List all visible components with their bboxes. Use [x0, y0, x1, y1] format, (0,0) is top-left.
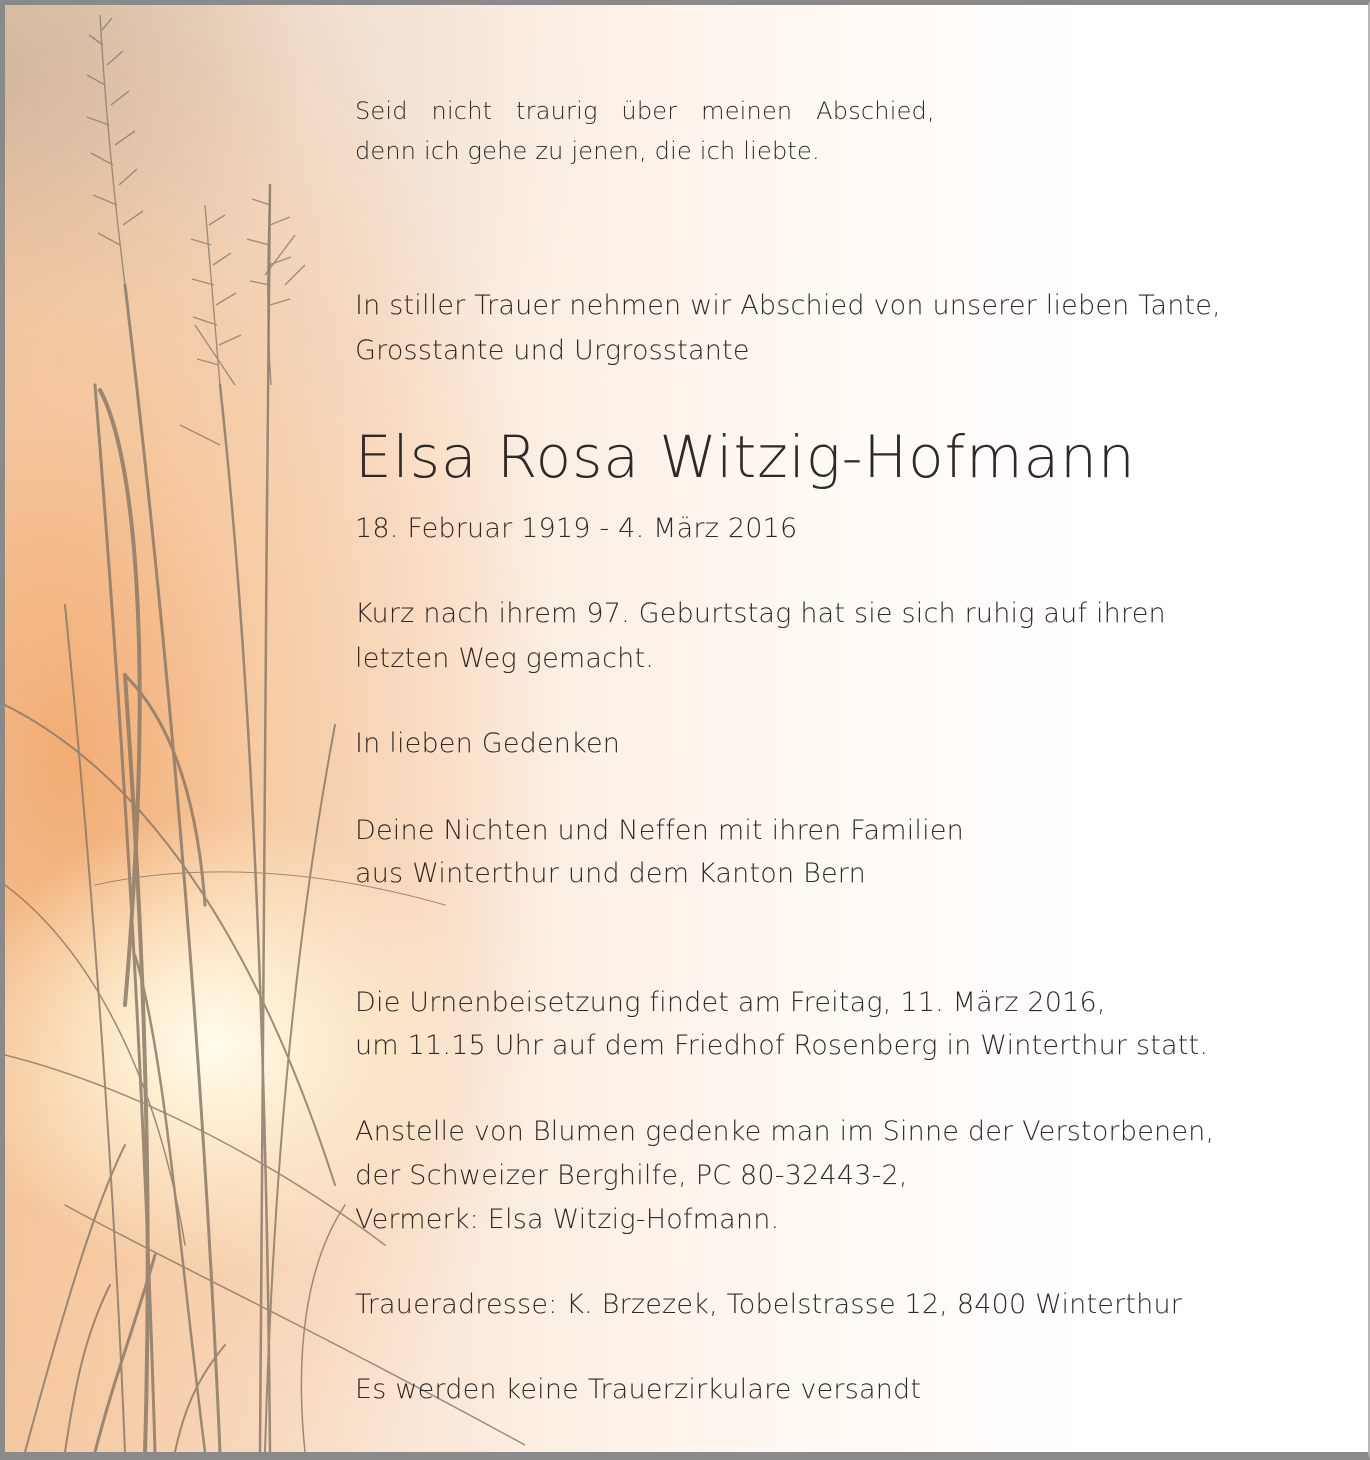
poem-line-1: Seid nicht traurig über meinen Abschied,: [355, 97, 935, 125]
mourners-line-1: Deine Nichten und Neffen mit ihren Familien: [355, 815, 964, 846]
message-line-2: letzten Weg gemacht.: [355, 643, 655, 674]
intro-line-2: Grosstante und Urgrosstante: [355, 335, 750, 366]
life-dates: 18. Februar 1919 - 4. März 2016: [355, 513, 798, 544]
donation-line-3: Vermerk: Elsa Witzig-Hofmann.: [355, 1204, 780, 1235]
deceased-name: Elsa Rosa Witzig-Hofmann: [355, 423, 1136, 491]
burial-line-1: Die Urnenbeisetzung findet am Freitag, 11. März 2016,: [355, 987, 1106, 1018]
intro-line-1: In stiller Trauer nehmen wir Abschied von unserer lieben Tante,: [355, 290, 1221, 321]
burial-line-2: um 11.15 Uhr auf dem Friedhof Rosenberg in Winterthur statt.: [355, 1030, 1209, 1061]
poem-line-2: denn ich gehe zu jenen, die ich liebte.: [355, 137, 820, 165]
mourners-line-2: aus Winterthur und dem Kanton Bern: [355, 858, 866, 889]
donation-line-2: der Schweizer Berghilfe, PC 80-32443-2,: [355, 1160, 908, 1191]
message-line-1: Kurz nach ihrem 97. Geburtstag hat sie sich ruhig auf ihren: [355, 598, 1166, 629]
donation-line-1: Anstelle von Blumen gedenke man im Sinne der Verstorbenen,: [355, 1116, 1215, 1147]
closing-note: Es werden keine Trauerzirkulare versandt: [355, 1374, 922, 1405]
mourning-address: Traueradresse: K. Brzezek, Tobelstrasse 12, 8400 Winterthur: [355, 1289, 1183, 1320]
remembrance-line: In lieben Gedenken: [355, 728, 621, 759]
